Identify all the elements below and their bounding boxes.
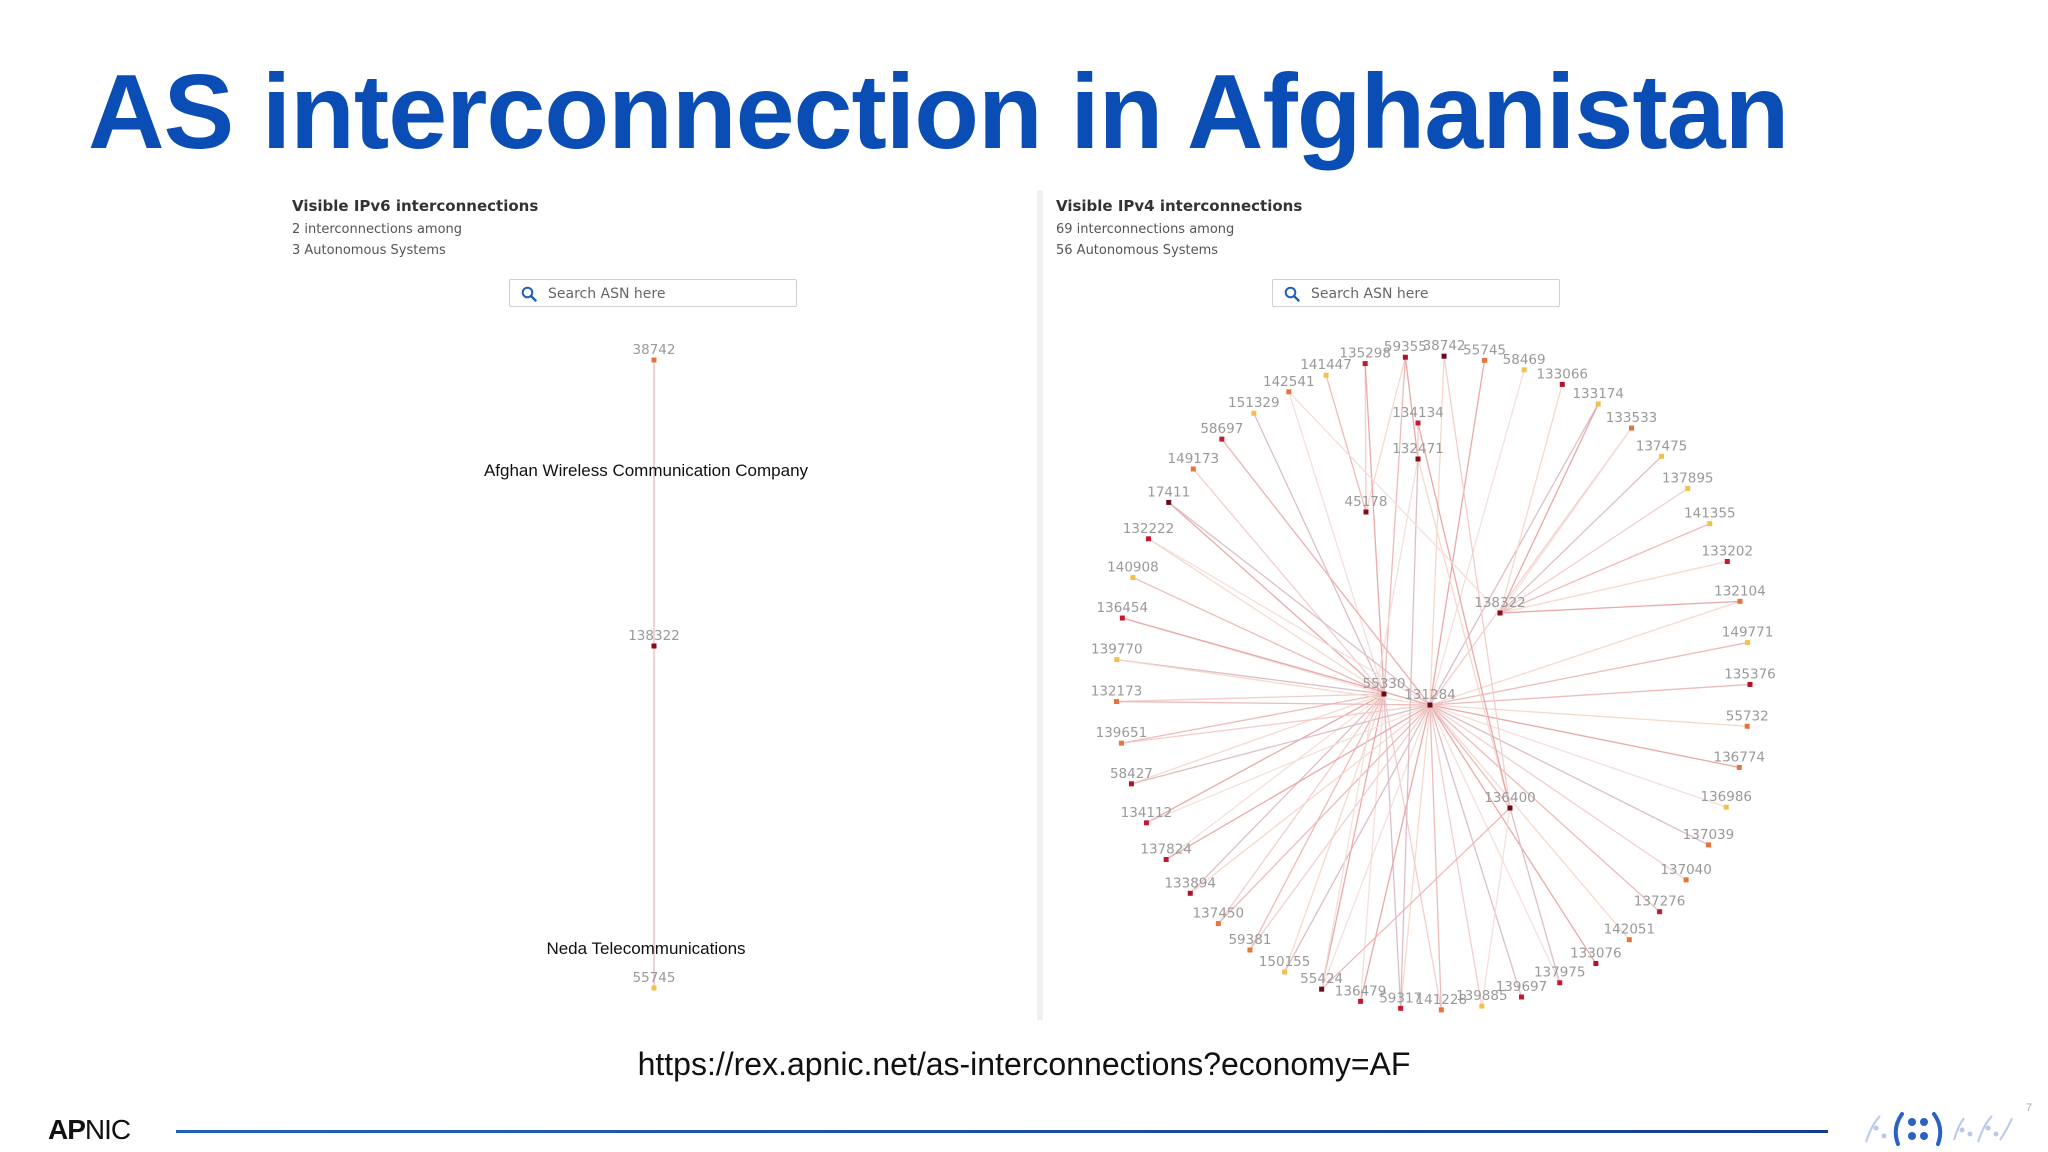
ipv4-graph	[1091, 338, 1776, 1012]
ipv4-ring-node-139770[interactable]	[1114, 657, 1119, 662]
ipv4-edge	[1361, 705, 1430, 1001]
ipv4-ring-node-136479[interactable]	[1358, 999, 1363, 1004]
ipv4-ring-node-label-137040: 137040	[1660, 861, 1712, 878]
ipv4-ring-node-label-150155: 150155	[1258, 953, 1311, 970]
ipv4-edge	[1169, 502, 1384, 694]
ipv4-ring-node-17411[interactable]	[1166, 500, 1171, 505]
ipv4-ring-node-label-139770: 139770	[1091, 641, 1143, 658]
ipv4-ring-node-label-133202: 133202	[1701, 543, 1754, 560]
ipv4-ring-node-55732[interactable]	[1745, 724, 1750, 729]
ipv4-edge	[1326, 375, 1366, 512]
ipv4-inner-node-136400[interactable]	[1508, 806, 1513, 811]
ipv4-edge	[1166, 694, 1384, 859]
ipv4-edge	[1430, 705, 1596, 964]
ipv4-edge	[1430, 705, 1441, 1010]
ipv4-inner-node-label-55330: 55330	[1362, 676, 1406, 692]
ipv4-ring-node-label-132222: 132222	[1122, 520, 1175, 537]
ipv4-ring-node-134112[interactable]	[1144, 820, 1149, 825]
ipv4-inner-node-131284[interactable]	[1428, 703, 1433, 708]
ipv6-node-label-55745: 55745	[632, 970, 676, 986]
ipv4-edge	[1146, 694, 1384, 823]
ipv4-ring-node-label-55745: 55745	[1463, 342, 1507, 359]
ipv4-inner-node-55330[interactable]	[1382, 692, 1387, 697]
ipv4-ring-node-137450[interactable]	[1216, 921, 1221, 926]
ipv4-ring-node-141355[interactable]	[1707, 521, 1712, 526]
ipv4-inner-node-134134[interactable]	[1416, 421, 1421, 426]
ipv4-ring-node-137475[interactable]	[1659, 454, 1664, 459]
source-url[interactable]: https://rex.apnic.net/as-interconnections?economy=AF	[637, 1046, 1411, 1082]
ipv4-ring-node-139651[interactable]	[1119, 741, 1124, 746]
ipv4-ring-node-label-132104: 132104	[1714, 583, 1766, 600]
ipv4-ring-node-label-137824: 137824	[1140, 841, 1192, 858]
ipv4-inner-node-132471[interactable]	[1416, 457, 1421, 462]
ipv4-edge	[1121, 694, 1384, 743]
ipv4-edge	[1166, 705, 1430, 859]
ipv4-ring-node-label-140908: 140908	[1107, 559, 1159, 576]
ipv4-edge	[1169, 502, 1430, 705]
ipv4-ring-node-label-137975: 137975	[1533, 964, 1586, 981]
ipv4-edge	[1218, 705, 1430, 924]
ipv4-ring-node-label-59381: 59381	[1228, 931, 1272, 948]
ipv4-ring-node-label-59355: 59355	[1383, 339, 1427, 356]
ipv4-edge	[1430, 705, 1629, 940]
ipv4-inner-node-label-134134: 134134	[1392, 405, 1444, 421]
apnic-logo: APNIC	[48, 1114, 131, 1145]
ipv4-edge	[1430, 705, 1747, 726]
ipv4-ring-node-133533[interactable]	[1629, 426, 1634, 431]
ipv4-ring-node-label-58427: 58427	[1109, 765, 1153, 782]
ipv4-edge	[1430, 705, 1482, 1006]
ipv4-ring-node-133174[interactable]	[1596, 401, 1601, 406]
ipv4-summary-line2: 56 Autonomous Systems	[1056, 243, 1219, 258]
ipv4-ring-node-133066[interactable]	[1560, 382, 1565, 387]
ipv4-ring-node-55424[interactable]	[1319, 987, 1324, 992]
ipv4-ring-node-149173[interactable]	[1191, 467, 1196, 472]
ipv6-node-138322[interactable]	[652, 644, 657, 649]
ipv4-edge	[1430, 705, 1660, 912]
ipv4-ring-node-label-142541: 142541	[1263, 373, 1315, 390]
ipv4-ring-node-label-134112: 134112	[1120, 804, 1173, 821]
ipv4-ring-node-151329[interactable]	[1251, 411, 1256, 416]
ipv6-graph	[628, 342, 680, 991]
ipv4-ring-node-label-141228: 141228	[1415, 991, 1468, 1008]
ipv4-edge	[1430, 705, 1708, 845]
slide-title: AS interconnection in Afghanistan	[88, 53, 1789, 171]
ipv4-ring-node-136774[interactable]	[1737, 765, 1742, 770]
ipv4-ring-node-149771[interactable]	[1745, 640, 1750, 645]
ipv4-ring-node-137824[interactable]	[1164, 857, 1169, 862]
ipv4-edge	[1361, 694, 1384, 1001]
ipv4-ring-node-label-151329: 151329	[1228, 395, 1280, 412]
ipv4-ring-node-142051[interactable]	[1627, 937, 1632, 942]
ipv4-edge	[1190, 694, 1384, 893]
ipv4-ring-node-label-135298: 135298	[1339, 345, 1391, 362]
ipv4-edge	[1430, 370, 1524, 705]
ipv4-ring-node-label-133076: 133076	[1570, 945, 1622, 962]
ipv4-ring-node-132173[interactable]	[1114, 699, 1119, 704]
ipv4-ring-node-label-137475: 137475	[1635, 438, 1688, 455]
ipv6-heading: Visible IPv6 interconnections	[292, 197, 539, 215]
ipv4-ring-node-136454[interactable]	[1120, 616, 1125, 621]
ipv4-edge	[1133, 578, 1384, 694]
annotation-afghan-wireless: Afghan Wireless Communication Company	[483, 461, 809, 480]
ipv4-ring-node-label-137450: 137450	[1192, 905, 1245, 922]
ipv4-ring-node-label-55424: 55424	[1300, 971, 1344, 988]
ipv4-ring-node-label-136454: 136454	[1096, 600, 1149, 617]
ipv4-ring-node-label-136774: 136774	[1713, 749, 1766, 766]
ipv4-ring-node-132222[interactable]	[1146, 536, 1151, 541]
ipv4-ring-node-55745[interactable]	[1482, 358, 1487, 363]
ipv4-ring-node-label-59317: 59317	[1379, 990, 1423, 1007]
ipv4-edge	[1482, 808, 1510, 1006]
ipv4-ring-node-label-141447: 141447	[1300, 357, 1352, 374]
ipv4-ring-node-label-137895: 137895	[1661, 470, 1714, 487]
ipv4-inner-node-label-136400: 136400	[1484, 790, 1536, 806]
ipv4-ring-node-141447[interactable]	[1324, 373, 1329, 378]
ipv4-edge	[1289, 392, 1500, 613]
ipv4-ring-node-label-58469: 58469	[1502, 351, 1546, 368]
ipv6-node-55745[interactable]	[652, 986, 657, 991]
ipv4-edge	[1430, 404, 1598, 705]
ipv4-ring-node-137975[interactable]	[1557, 980, 1562, 985]
ipv4-edge	[1500, 384, 1562, 613]
ipv4-inner-node-label-138322: 138322	[1474, 595, 1526, 611]
ipv4-ring-node-label-132173: 132173	[1090, 683, 1143, 700]
ipv4-ring-node-135376[interactable]	[1747, 682, 1752, 687]
ipv6-summary-line1: 2 interconnections among	[292, 222, 463, 237]
annotation-neda-telecom: Neda Telecommunications	[546, 939, 746, 958]
ipv4-ring-node-label-135376: 135376	[1724, 666, 1776, 683]
ipv4-ring-node-59355[interactable]	[1403, 355, 1408, 360]
ipv4-summary-line1: 69 interconnections among	[1056, 222, 1235, 237]
ipv4-ring-node-133202[interactable]	[1725, 559, 1730, 564]
ipv4-ring-node-135298[interactable]	[1363, 361, 1368, 366]
ipv4-ring-node-label-136986: 136986	[1700, 789, 1753, 806]
ipv4-edge	[1500, 456, 1662, 613]
ipv4-edge	[1500, 404, 1598, 613]
ipv4-ring-node-59381[interactable]	[1247, 947, 1252, 952]
ipv4-ring-node-132104[interactable]	[1737, 599, 1742, 604]
ipv4-ring-node-label-137039: 137039	[1682, 826, 1735, 843]
ipv4-ring-node-label-133533: 133533	[1605, 410, 1658, 427]
ipv4-edge	[1430, 705, 1521, 997]
ipv4-ring-node-label-133174: 133174	[1572, 385, 1625, 402]
ipv4-ring-node-label-17411: 17411	[1147, 484, 1191, 501]
ipv4-edge	[1500, 601, 1740, 613]
ipv4-ring-node-137039[interactable]	[1706, 842, 1711, 847]
ipv4-nodes	[1091, 338, 1776, 1012]
ipv6-summary-line2: 3 Autonomous Systems	[292, 243, 446, 258]
ipv4-ring-node-label-149173: 149173	[1167, 451, 1220, 468]
ipv4-ring-node-142541[interactable]	[1286, 389, 1291, 394]
ipv4-ring-node-137895[interactable]	[1685, 486, 1690, 491]
ipv4-ring-node-58469[interactable]	[1522, 367, 1527, 372]
ipv4-inner-node-label-45178: 45178	[1344, 494, 1388, 510]
ipv4-ring-node-label-139697: 139697	[1495, 979, 1548, 996]
ipv4-ring-node-label-133066: 133066	[1536, 366, 1589, 383]
ipv4-ring-node-137276[interactable]	[1657, 909, 1662, 914]
ipv4-edge	[1500, 561, 1727, 613]
ipv4-ring-node-139697[interactable]	[1519, 995, 1524, 1000]
ipv4-inner-node-45178[interactable]	[1364, 510, 1369, 515]
ipv4-inner-node-138322[interactable]	[1498, 611, 1503, 616]
ipv4-ring-node-label-58697: 58697	[1200, 421, 1244, 438]
ipv4-ring-node-150155[interactable]	[1282, 969, 1287, 974]
ipv4-ring-node-133894[interactable]	[1188, 891, 1193, 896]
ipv4-ring-node-label-139651: 139651	[1095, 725, 1148, 742]
ipv4-ring-node-label-141355: 141355	[1684, 505, 1736, 522]
ipv4-ring-node-label-55732: 55732	[1725, 708, 1769, 725]
ipv4-ring-node-label-142051: 142051	[1603, 921, 1656, 938]
ipv6-node-label-138322: 138322	[628, 628, 680, 644]
ipv4-ring-node-label-133894: 133894	[1164, 875, 1217, 892]
ipv4-ring-node-label-139885: 139885	[1456, 988, 1508, 1005]
ipv4-ring-node-133076[interactable]	[1593, 961, 1598, 966]
ipv4-inner-node-label-131284: 131284	[1404, 687, 1456, 703]
ipv4-ring-node-137040[interactable]	[1684, 877, 1689, 882]
ipv4-ring-node-38742[interactable]	[1442, 354, 1447, 359]
ipv4-ring-node-label-136479: 136479	[1334, 983, 1387, 1000]
ipv4-ring-node-140908[interactable]	[1130, 575, 1135, 580]
ipv4-ring-node-141228[interactable]	[1439, 1007, 1444, 1012]
ipv4-ring-node-58427[interactable]	[1129, 781, 1134, 786]
ipv4-edge	[1117, 694, 1384, 702]
ipv4-ring-node-58697[interactable]	[1219, 437, 1224, 442]
apnic-network-graphic	[1858, 1104, 2018, 1152]
page-number: 7	[2026, 1102, 2033, 1114]
footer-line	[176, 1130, 1828, 1133]
ipv4-ring-node-139885[interactable]	[1479, 1004, 1484, 1009]
ipv6-node-label-38742: 38742	[632, 342, 676, 358]
ipv4-ring-node-label-149771: 149771	[1721, 624, 1774, 641]
ipv4-ring-node-label-137276: 137276	[1633, 893, 1686, 910]
ipv4-heading: Visible IPv4 interconnections	[1056, 197, 1303, 215]
ipv4-ring-node-136986[interactable]	[1724, 805, 1729, 810]
ipv6-node-38742[interactable]	[652, 358, 657, 363]
ipv4-edge	[1444, 356, 1510, 808]
ipv4-inner-node-label-132471: 132471	[1392, 441, 1444, 457]
ipv4-edge	[1500, 488, 1688, 613]
ipv4-ring-node-label-38742: 38742	[1422, 338, 1466, 355]
ipv4-ring-node-59317[interactable]	[1398, 1006, 1403, 1011]
